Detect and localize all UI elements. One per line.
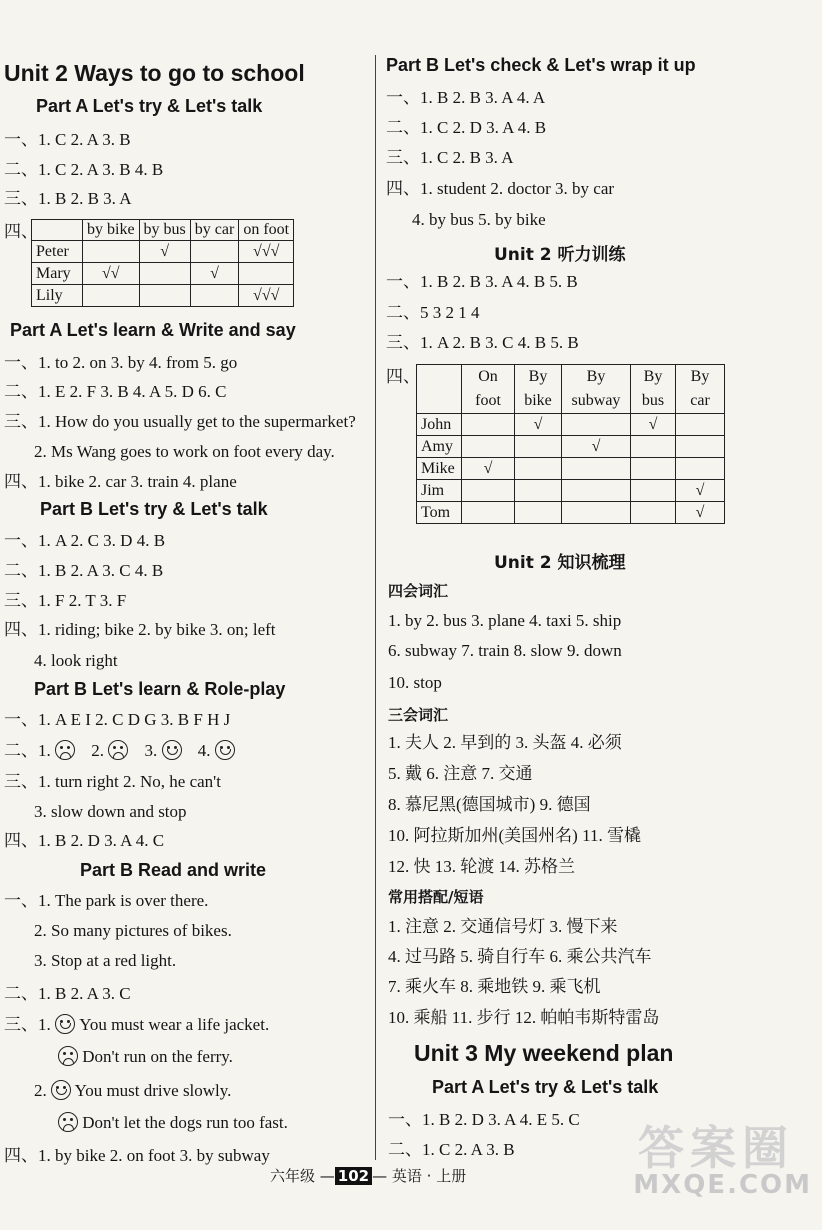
section-title: Unit 2 知识梳理	[494, 553, 626, 573]
unit-title: Unit 2 Ways to go to school	[4, 60, 305, 86]
grade-label: 六年级	[270, 1167, 316, 1185]
happy-face-icon	[51, 1080, 71, 1100]
table-row	[417, 458, 725, 480]
answer-line	[4, 1014, 269, 1036]
table-cell	[562, 414, 631, 436]
unit-title: Unit 3 My weekend plan	[414, 1040, 674, 1066]
table-cell	[190, 241, 239, 263]
table-cell	[631, 480, 676, 502]
answer-line: 1. by 2. bus 3. plane 4. taxi 5. ship	[388, 611, 622, 630]
answer-line: 二、1. E 2. F 3. B 4. A 5. D 6. C	[4, 382, 227, 401]
table-cell: √√√	[239, 241, 294, 263]
table-cell: Mike	[417, 458, 462, 480]
answer-line: 4. 过马路 5. 骑自行车 6. 乘公共汽车	[388, 947, 652, 966]
rule-text: Don't run on the ferry.	[82, 1047, 233, 1066]
table-cell: Mary	[32, 263, 83, 285]
sad-face-icon	[58, 1112, 78, 1132]
watermark-logo: 答案圈	[638, 1121, 794, 1175]
table-cell	[676, 414, 725, 436]
subsection-title: 三会词汇	[388, 706, 449, 724]
answer-line: 二、1. B 2. A 3. C	[4, 984, 131, 1003]
table-cell	[676, 436, 725, 458]
table-header-cell: On foot	[462, 365, 515, 414]
answer-line: 四、1. student 2. doctor 3. by car	[386, 179, 615, 198]
table-header-cell: By car	[676, 365, 725, 414]
table-cell	[515, 436, 562, 458]
answer-line: 一、1. A E I 2. C D G 3. B F H J	[4, 710, 231, 729]
table-cell	[631, 502, 676, 524]
answer-label: 2.	[91, 741, 104, 760]
rule-text: You must wear a life jacket.	[79, 1015, 270, 1034]
answer-line: 四、1. B 2. D 3. A 4. C	[4, 831, 165, 850]
rule-text: Don't let the dogs run too fast.	[82, 1113, 288, 1132]
part-title: Part A Let's try & Let's talk	[432, 1077, 659, 1097]
answer-line	[34, 1080, 231, 1102]
answer-line: 三、1. turn right 2. No, he can't	[4, 772, 221, 791]
answer-label: 三、1.	[4, 1015, 51, 1034]
answer-line: 二、1. B 2. A 3. C 4. B	[4, 561, 164, 580]
answer-line: 三、1. F 2. T 3. F	[4, 591, 127, 610]
listening-table	[416, 364, 725, 524]
table-prefix: 四、	[386, 367, 420, 386]
rule-text: You must drive slowly.	[74, 1081, 232, 1100]
table-header-row	[417, 365, 725, 414]
table-cell	[190, 285, 239, 307]
watermark-url: MXQE.COM	[633, 1170, 812, 1200]
table-cell: √	[515, 414, 562, 436]
table-cell: √√√	[239, 285, 294, 307]
table-cell: √	[631, 414, 676, 436]
table-cell	[562, 458, 631, 480]
table-cell: √	[562, 436, 631, 458]
table-cell: √√	[83, 263, 140, 285]
sad-face-icon	[58, 1046, 78, 1066]
table-row	[32, 263, 294, 285]
table-row	[32, 285, 294, 307]
answer-line: 四、1. bike 2. car 3. train 4. plane	[4, 472, 237, 491]
table-header-cell: on foot	[239, 220, 294, 241]
answer-line: 一、1. B 2. D 3. A 4. E 5. C	[388, 1110, 580, 1129]
answer-line: 4. look right	[34, 651, 118, 670]
answer-line: 10. 阿拉斯加州(美国州名) 11. 雪橇	[388, 826, 641, 845]
table-cell: John	[417, 414, 462, 436]
subsection-title: 四会词汇	[388, 582, 449, 600]
answer-line: 一、1. to 2. on 3. by 4. from 5. go	[4, 353, 238, 372]
table-row	[417, 414, 725, 436]
answer-line: 3. Stop at a red light.	[34, 951, 177, 970]
table-cell: √	[676, 480, 725, 502]
answer-line: 10. stop	[388, 673, 442, 692]
table-row	[417, 480, 725, 502]
table-header-cell: By bike	[515, 365, 562, 414]
table-cell	[631, 436, 676, 458]
sad-face-icon	[108, 740, 128, 760]
table-row	[417, 502, 725, 524]
answer-line: 1. 注意 2. 交通信号灯 3. 慢下来	[388, 917, 618, 936]
sad-face-icon	[55, 740, 75, 760]
table-header-cell: By bus	[631, 365, 676, 414]
table-cell	[462, 414, 515, 436]
answer-line: 三、1. How do you usually get to the supermarket?	[4, 412, 356, 431]
answer-line: 一、1. A 2. C 3. D 4. B	[4, 531, 166, 550]
answer-line: 三、1. B 2. B 3. A	[4, 189, 132, 208]
answer-line: 12. 快 13. 轮渡 14. 苏格兰	[388, 857, 575, 876]
table-cell	[83, 285, 140, 307]
happy-face-icon	[215, 740, 235, 760]
answer-line: 二、1. C 2. D 3. A 4. B	[386, 118, 547, 137]
answer-label: 2.	[34, 1081, 47, 1100]
answer-line	[58, 1112, 288, 1134]
answer-line: 7. 乘火车 8. 乘地铁 9. 乘飞机	[388, 977, 601, 996]
table-cell: Lily	[32, 285, 83, 307]
table-cell	[631, 458, 676, 480]
part-title: Part B Let's try & Let's talk	[40, 499, 268, 519]
table-header-cell: by bike	[83, 220, 140, 241]
table-header-row	[32, 220, 294, 241]
transport-table	[31, 219, 294, 307]
table-cell	[139, 285, 190, 307]
part-title: Part B Let's check & Let's wrap it up	[386, 55, 696, 75]
table-cell	[676, 458, 725, 480]
subject-label: 英语 · 上册	[391, 1167, 467, 1185]
answer-line: 四、1. by bike 2. on foot 3. by subway	[4, 1146, 270, 1165]
answer-line: 二、1. C 2. A 3. B 4. B	[4, 160, 164, 179]
table-cell	[139, 263, 190, 285]
happy-face-icon	[162, 740, 182, 760]
column-divider	[375, 55, 376, 1160]
table-cell	[83, 241, 140, 263]
table-cell: √	[462, 458, 515, 480]
answer-line: 1. 夫人 2. 早到的 3. 头盔 4. 必须	[388, 733, 622, 752]
table-cell	[462, 480, 515, 502]
answer-line: 5. 戴 6. 注意 7. 交通	[388, 764, 533, 783]
answer-line: 二、1. C 2. A 3. B	[388, 1140, 515, 1159]
table-header-cell: by car	[190, 220, 239, 241]
answer-line: 8. 慕尼黑(德国城市) 9. 德国	[388, 795, 591, 814]
part-title: Part A Let's try & Let's talk	[36, 96, 263, 116]
table-cell: √	[190, 263, 239, 285]
answer-label: 二、1.	[4, 741, 51, 760]
table-header-cell	[32, 220, 83, 241]
table-cell	[562, 502, 631, 524]
happy-face-icon	[55, 1014, 75, 1034]
part-title: Part B Let's learn & Role-play	[34, 679, 286, 699]
table-cell: Tom	[417, 502, 462, 524]
table-cell: Amy	[417, 436, 462, 458]
table-cell: √	[139, 241, 190, 263]
table-cell: √	[676, 502, 725, 524]
table-prefix: 四、	[4, 222, 38, 241]
answer-line: 一、1. C 2. A 3. B	[4, 130, 131, 149]
table-header-cell: by bus	[139, 220, 190, 241]
page-footer: 六年级 — 102 — 英语 · 上册	[270, 1167, 467, 1185]
table-cell	[562, 480, 631, 502]
table-header-cell: By subway	[562, 365, 631, 414]
answer-line: 2. So many pictures of bikes.	[34, 921, 232, 940]
answer-line: 三、1. C 2. B 3. A	[386, 148, 514, 167]
table-cell	[462, 502, 515, 524]
subsection-title: 常用搭配/短语	[388, 888, 484, 906]
table-cell: Jim	[417, 480, 462, 502]
answer-label: 4.	[197, 741, 211, 760]
table-row	[32, 241, 294, 263]
answer-line: 一、1. B 2. B 3. A 4. A	[386, 88, 546, 107]
part-title: Part A Let's learn & Write and say	[10, 320, 296, 340]
table-row	[417, 436, 725, 458]
table-cell: Peter	[32, 241, 83, 263]
answer-line: 四、1. riding; bike 2. by bike 3. on; left	[4, 620, 276, 639]
answer-line	[4, 740, 235, 762]
answer-line: 2. Ms Wang goes to work on foot every day.	[34, 442, 335, 461]
answer-line: 二、5 3 2 1 4	[386, 303, 480, 322]
table-cell	[239, 263, 294, 285]
answer-line	[58, 1046, 233, 1068]
answer-label: 3.	[144, 741, 158, 760]
table-cell	[515, 458, 562, 480]
answer-line: 6. subway 7. train 8. slow 9. down	[388, 641, 622, 660]
table-cell	[515, 480, 562, 502]
table-cell	[462, 436, 515, 458]
page-number: 102	[335, 1167, 372, 1185]
part-title: Part B Read and write	[80, 860, 267, 880]
answer-line: 3. slow down and stop	[34, 802, 187, 821]
answer-line: 10. 乘船 11. 步行 12. 帕帕韦斯特雷岛	[388, 1008, 660, 1027]
answer-line: 4. by bus 5. by bike	[412, 210, 546, 229]
answer-line: 一、1. B 2. B 3. A 4. B 5. B	[386, 272, 578, 291]
section-title: Unit 2 听力训练	[494, 245, 626, 265]
answer-line: 三、1. A 2. B 3. C 4. B 5. B	[386, 333, 579, 352]
answer-line: 一、1. The park is over there.	[4, 891, 209, 910]
table-cell	[515, 502, 562, 524]
table-header-cell	[417, 365, 462, 414]
